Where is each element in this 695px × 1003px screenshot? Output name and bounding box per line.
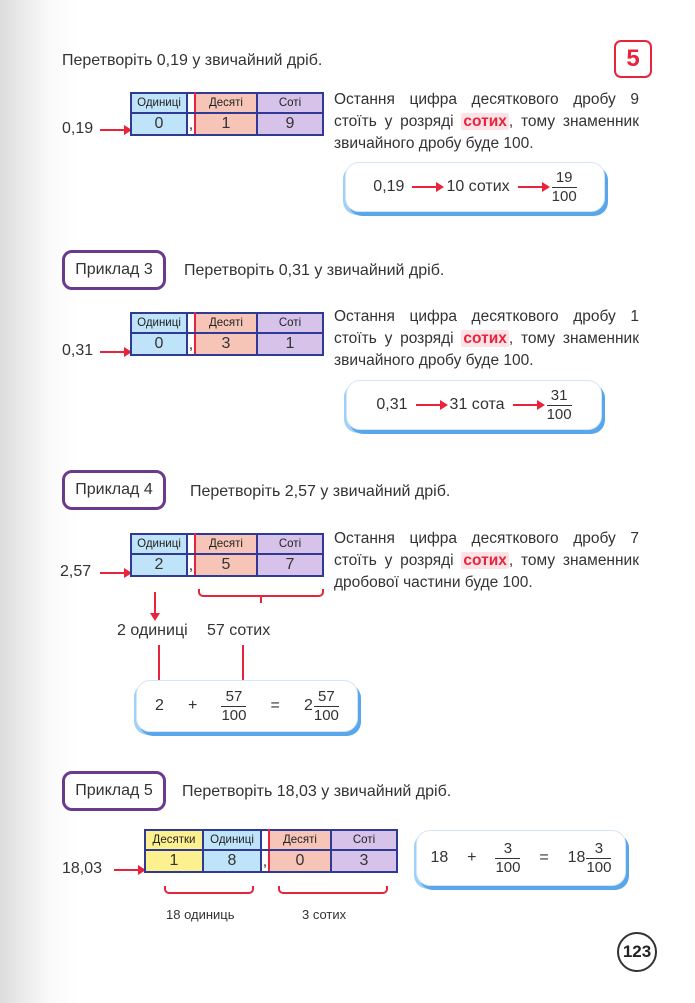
numerator: 19 — [555, 168, 573, 186]
header-units: Одиниці — [131, 534, 187, 554]
denominator: 100 — [221, 706, 247, 724]
brace-hundredths — [278, 886, 388, 894]
digit-hundredths: 3 — [331, 850, 397, 872]
page-number: 123 — [617, 932, 657, 972]
comma-separator — [187, 313, 195, 333]
fraction — [547, 388, 572, 423]
fraction — [586, 841, 611, 876]
fraction — [221, 689, 246, 724]
decimal-number: 18,03 — [62, 860, 103, 877]
brace-units — [164, 886, 254, 894]
place-value-table — [130, 312, 324, 356]
denominator: 100 — [551, 187, 577, 205]
arrow-icon — [513, 404, 539, 406]
highlight-word: сотих — [463, 552, 507, 569]
mixed-number — [304, 689, 339, 724]
equation-box — [136, 680, 358, 732]
arrow-down-icon — [158, 645, 160, 685]
digit-hundredths: 1 — [257, 333, 323, 355]
comma-mark: , — [187, 554, 195, 576]
arrow-icon — [416, 404, 442, 406]
explanation-part: , тому знаменник звичайного дробу буде 100. — [334, 113, 639, 152]
brace-label-units: 18 одиниць — [166, 907, 235, 922]
header-units: Одиниці — [203, 830, 261, 850]
digit-hundredths: 9 — [257, 113, 323, 135]
denominator: 100 — [586, 858, 612, 876]
parts-label-units: 2 одиниці — [117, 622, 188, 639]
lesson-number-badge: 5 — [614, 40, 652, 78]
header-hundredths: Соті — [257, 93, 323, 113]
result-box — [346, 380, 602, 430]
comma-mark: , — [187, 113, 195, 135]
place-value-table — [130, 92, 324, 136]
task-text: Перетворіть 0,19 у звичайний дріб. — [62, 52, 323, 69]
comma-separator — [187, 534, 195, 554]
plus-sign: + — [188, 697, 198, 714]
brace-hundredths — [198, 589, 324, 597]
fraction — [314, 689, 339, 724]
denominator: 100 — [546, 405, 572, 423]
mixed-whole: 2 — [303, 697, 313, 714]
digit-units: 8 — [203, 850, 261, 872]
fraction — [552, 170, 577, 205]
brace-label-hundredths: 3 сотих — [302, 907, 347, 922]
explanation-text — [334, 89, 639, 155]
explanation-part: Остання цифра десяткового дробу 9 стоїть у розряді — [334, 91, 639, 130]
comma-mark: , — [261, 850, 269, 872]
digit-hundredths: 7 — [257, 554, 323, 576]
equals-sign: = — [270, 697, 280, 714]
comma-separator — [187, 93, 195, 113]
comma-mark: , — [187, 333, 195, 355]
numerator: 31 — [550, 386, 568, 404]
mixed-number — [568, 841, 612, 876]
header-tenths: Десяті — [195, 93, 257, 113]
header-hundredths: Соті — [331, 830, 397, 850]
arrow-icon — [518, 186, 544, 188]
decimal-number: 0,19 — [62, 120, 94, 137]
decimal-number: 2,57 — [60, 563, 92, 580]
header-hundredths: Соті — [257, 313, 323, 333]
digit-tenths: 1 — [195, 113, 257, 135]
digit-units: 0 — [131, 333, 187, 355]
digit-units: 0 — [131, 113, 187, 135]
task-text: Перетворіть 18,03 у звичайний дріб. — [182, 783, 452, 800]
explanation-text — [334, 528, 639, 594]
arrow-icon — [114, 869, 140, 871]
highlight-word: сотих — [463, 113, 507, 130]
arrow-down-icon — [154, 592, 156, 614]
plus-sign: + — [467, 849, 477, 866]
arrow-icon — [100, 351, 126, 353]
digit-tenths: 5 — [195, 554, 257, 576]
task-text: Перетворіть 2,57 у звичайний дріб. — [190, 483, 451, 500]
result-decimal: 0,19 — [373, 178, 405, 195]
header-tenths: Десяті — [195, 313, 257, 333]
numerator: 3 — [594, 839, 604, 857]
arrow-icon — [100, 572, 126, 574]
equals-sign: = — [539, 849, 549, 866]
place-value-table — [130, 533, 324, 577]
digit-units: 2 — [131, 554, 187, 576]
place-value-table — [144, 829, 398, 873]
digit-tens: 1 — [145, 850, 203, 872]
result-words: 10 сотих — [446, 178, 510, 195]
result-decimal: 0,31 — [376, 396, 408, 413]
denominator: 100 — [313, 706, 339, 724]
explanation-part: Остання цифра десяткового дробу 7 стоїть у розряді — [334, 530, 639, 569]
arrow-icon — [412, 186, 438, 188]
digit-tenths: 3 — [195, 333, 257, 355]
eq-whole: 18 — [430, 849, 449, 866]
explanation-text — [334, 306, 639, 372]
arrow-icon — [100, 129, 126, 131]
header-tenths: Десяті — [269, 830, 331, 850]
header-hundredths: Соті — [257, 534, 323, 554]
comma-separator — [261, 830, 269, 850]
arrow-down-icon — [242, 645, 244, 683]
explanation-part: , тому знаменник дробової частини буде 100. — [334, 552, 639, 591]
result-box — [345, 162, 605, 212]
header-tens: Десятки — [145, 830, 203, 850]
example-label: Приклад 5 — [62, 771, 166, 811]
decimal-number: 0,31 — [62, 342, 94, 359]
header-units: Одиниці — [131, 313, 187, 333]
numerator: 57 — [318, 687, 335, 705]
numerator: 3 — [503, 839, 513, 857]
eq-whole: 2 — [155, 697, 164, 714]
numerator: 57 — [225, 687, 243, 705]
denominator: 100 — [495, 858, 521, 876]
digit-tenths: 0 — [269, 850, 331, 872]
fraction — [495, 841, 520, 876]
brace-tip — [260, 597, 262, 603]
header-units: Одиниці — [131, 93, 187, 113]
explanation-part: Остання цифра десяткового дробу 1 стоїть у розряді — [334, 308, 639, 347]
example-label: Приклад 3 — [62, 250, 166, 290]
mixed-whole: 18 — [567, 849, 586, 866]
result-words: 31 сота — [449, 396, 505, 413]
task-text: Перетворіть 0,31 у звичайний дріб. — [184, 262, 445, 279]
equation-box — [416, 830, 626, 886]
highlight-word: сотих — [463, 330, 507, 347]
parts-label-hundredths: 57 сотих — [207, 622, 271, 639]
example-label: Приклад 4 — [62, 470, 166, 510]
explanation-part: , тому знаменник звичайного дробу буде 100. — [334, 330, 639, 369]
header-tenths: Десяті — [195, 534, 257, 554]
